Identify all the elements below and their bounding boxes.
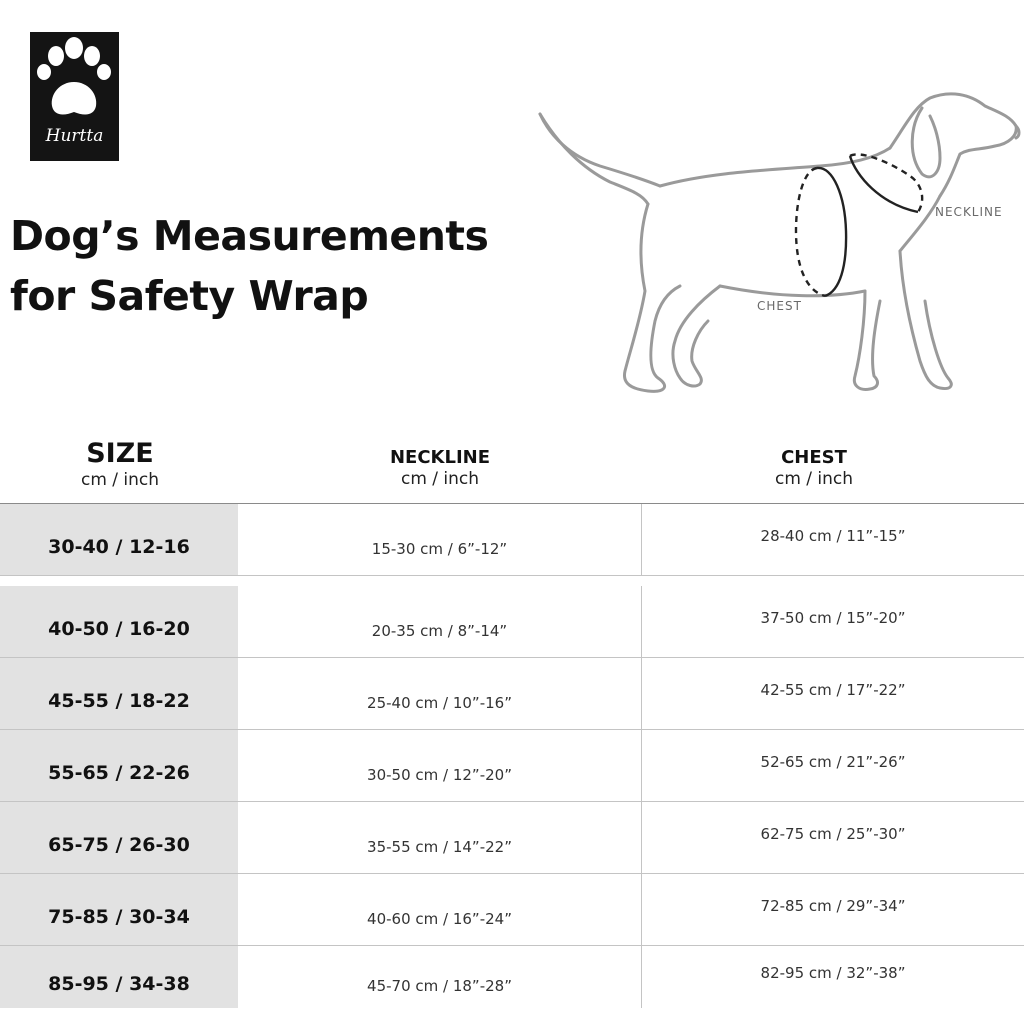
size-table — [0, 503, 1024, 1007]
column-header-neckline — [340, 447, 540, 489]
chest-cell: 72-85 cm / 29”-34” — [760, 896, 906, 915]
size-cell: 65-75 / 26-30 — [0, 802, 238, 873]
size-header-label: SIZE — [86, 438, 154, 469]
neckline-cell: 30-50 cm / 12”-20” — [238, 730, 642, 801]
size-cell: 75-85 / 30-34 — [0, 874, 238, 945]
chest-header-label: CHEST — [781, 447, 847, 468]
size-cell: 85-95 / 34-38 — [0, 946, 238, 1008]
size-header-unit: cm / inch — [80, 470, 160, 490]
chest-label: CHEST — [757, 299, 802, 313]
size-cell: 30-40 / 12-16 — [0, 504, 238, 575]
neckline-cell: 25-40 cm / 10”-16” — [238, 658, 642, 729]
title-line-1: Dog’s Measurements — [10, 212, 489, 260]
title-line-2: for Safety Wrap — [10, 272, 369, 320]
neckline-cell: 45-70 cm / 18”-28” — [238, 946, 642, 1008]
neckline-cell: 40-60 cm / 16”-24” — [238, 874, 642, 945]
neckline-header-label: NECKLINE — [389, 447, 491, 468]
size-cell: 40-50 / 16-20 — [0, 586, 238, 657]
neckline-cell: 20-35 cm / 8”-14” — [238, 586, 642, 657]
table-row — [0, 586, 1024, 658]
dog-illustration — [530, 86, 1024, 406]
table-row — [0, 730, 1024, 802]
chest-cell: 82-95 cm / 32”-38” — [760, 964, 906, 982]
table-row — [0, 946, 1024, 1008]
column-header-size — [40, 438, 200, 490]
chest-cell: 42-55 cm / 17”-22” — [760, 680, 906, 699]
neckline-cell: 35-55 cm / 14”-22” — [238, 802, 642, 873]
brand-logo — [30, 32, 119, 161]
chest-cell: 52-65 cm / 21”-26” — [760, 752, 906, 771]
chest-header-unit: cm / inch — [774, 469, 854, 489]
size-cell: 55-65 / 22-26 — [0, 730, 238, 801]
table-row — [0, 504, 1024, 576]
table-row — [0, 802, 1024, 874]
neckline-cell: 15-30 cm / 6”-12” — [238, 504, 642, 575]
size-cell: 45-55 / 18-22 — [0, 658, 238, 729]
chest-cell: 37-50 cm / 15”-20” — [760, 608, 906, 627]
chest-cell: 62-75 cm / 25”-30” — [760, 824, 906, 843]
neckline-header-unit: cm / inch — [400, 469, 480, 489]
page-title — [10, 206, 488, 326]
table-row — [0, 874, 1024, 946]
logo-wordmark: Hurtta — [45, 126, 104, 146]
column-header-chest — [714, 447, 914, 489]
table-row — [0, 658, 1024, 730]
neckline-label: NECKLINE — [935, 205, 1003, 219]
chest-cell: 28-40 cm / 11”-15” — [760, 526, 906, 545]
